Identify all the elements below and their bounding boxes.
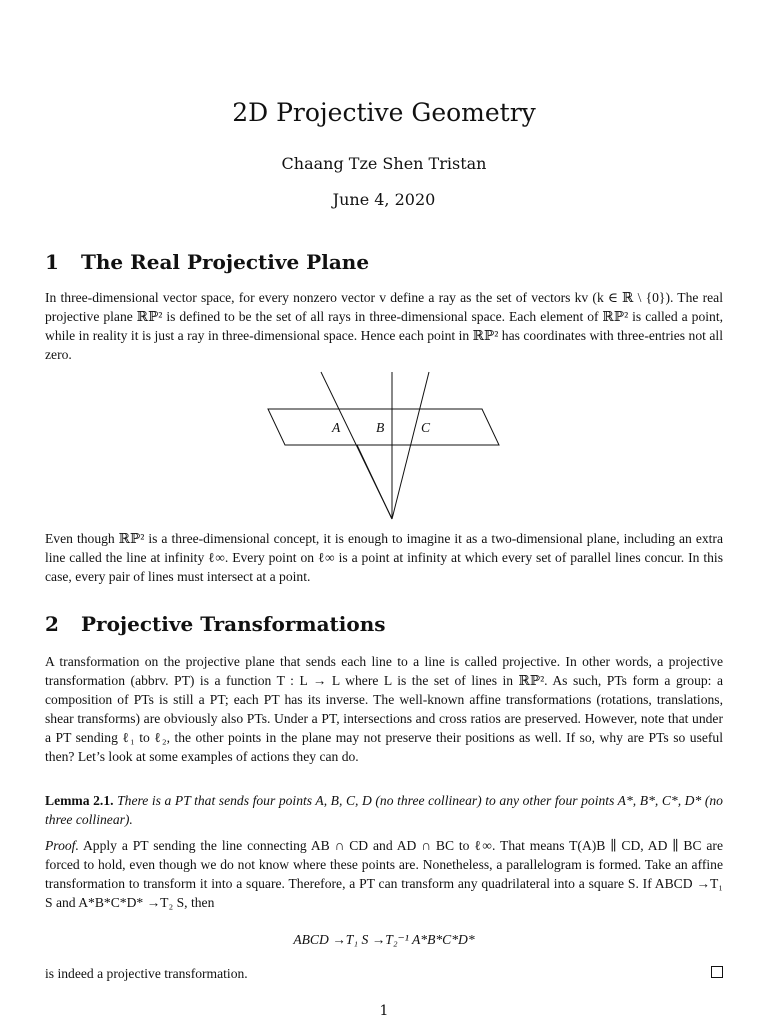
qed-box-icon <box>711 966 723 978</box>
proof-closing-text: is indeed a projective transformation. <box>45 966 248 981</box>
figure-label-c: C <box>421 420 431 435</box>
section-2-paragraph-1 <box>45 652 723 766</box>
section-2-paragraph-1-text: A transformation on the projective plane that sends each line to a line is called projective. In other words, a projective transformation (abbrv. PT) is a function T : L → L where L is the set of lines in ℝℙ². As such, PTs form a group: a composition of PTs is still a PT; each PT has its inverse. The well-known affine transformations (rotations, translations, shear transforms) are obviously also PTs. Under a PT, intersections and cross ratios are preserved. However, note that under a PT sending ℓ₁ to ℓ₂, the other points in the plane may not preserve their positions as well. If so, why are PTs so useful then? Let’s look at some examples of actions they can do. <box>45 654 723 764</box>
figure-label-b: B <box>376 420 385 435</box>
ray-left-lower <box>357 445 392 519</box>
section-1-title: The Real Projective Plane <box>81 250 370 274</box>
section-2-heading <box>45 612 386 636</box>
section-1-number: 1 <box>45 250 59 274</box>
author-name: Chaang Tze Shen Tristan <box>281 154 487 173</box>
figure-label-a: A <box>332 420 341 435</box>
section-2-title: Projective Transformations <box>81 612 386 636</box>
section-1-paragraph-2 <box>45 529 723 586</box>
publication-date: June 4, 2020 <box>332 190 436 209</box>
page-number: 1 <box>379 1003 389 1019</box>
proof-label: Proof. <box>45 838 79 853</box>
lemma-label: Lemma 2.1. <box>45 793 114 808</box>
proof-block <box>45 836 723 912</box>
section-1-paragraph-2-text: Even though ℝℙ² is a three-dimensional concept, it is enough to imagine it as a two-dimensional plane, including an extra line called the line at infinity ℓ∞. Every point on ℓ∞ is a point at infinity at which every set of parallel lines concur. In this case, every pair of lines must intersect at a point. <box>45 531 723 584</box>
section-2-number: 2 <box>45 612 59 636</box>
lemma-statement: There is a PT that sends four points A, B, C, D (no three collinear) to any other four points A*, B*, C*, D* (no three collinear). <box>45 793 723 827</box>
lemma-2-1 <box>45 791 723 829</box>
proof-closing <box>45 964 723 983</box>
display-equation: ABCD →T₁ S →T₂⁻¹ A*B*C*D* <box>293 932 475 947</box>
proof-text: Apply a PT sending the line connecting AB ∩ CD and AD ∩ BC to ℓ∞. That means T(A)B ∥ CD, AD ∥ BC are forced to hold, even though we do not know where these points are. Nonetheless, a parallelogram is formed. Take an affine transformation to transform it into a square. Therefore, a PT can transform any quadrilateral into a square S. If ABCD →T₁ S and A*B*C*D* →T₂ S, then <box>45 838 723 910</box>
section-1-paragraph-1-text: In three-dimensional vector space, for every nonzero vector v define a ray as the set of vectors kv (k ∈ ℝ \ {0}). The real projective plane ℝℙ² is defined to be the set of all rays in three-dimensional space. Each element of ℝℙ² is called a point, while in reality it is just a ray in three-dimensional space. Hence each point in ℝℙ² has coordinates with three-entries not all zero. <box>45 290 723 362</box>
paper-title: 2D Projective Geometry <box>232 98 536 127</box>
